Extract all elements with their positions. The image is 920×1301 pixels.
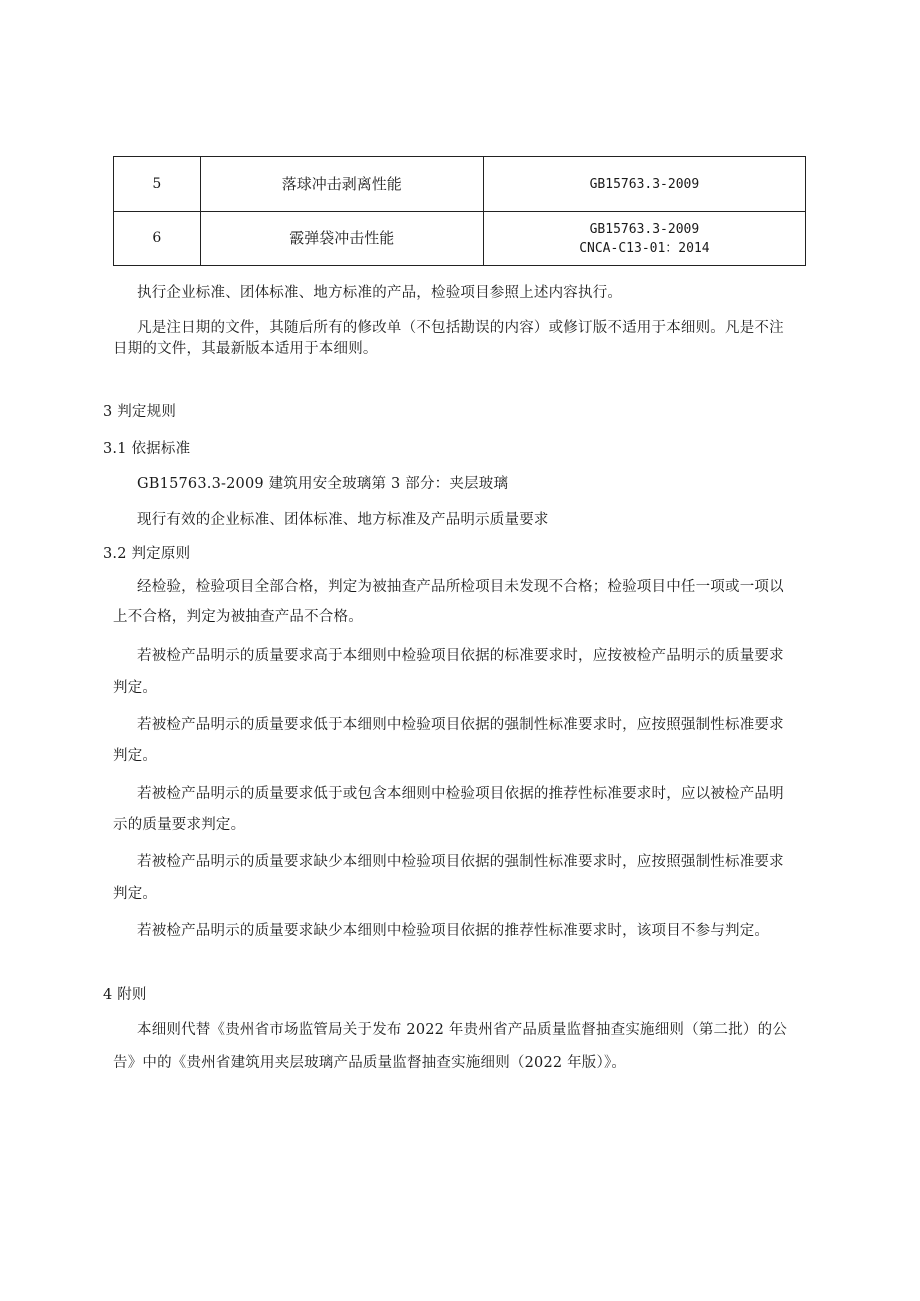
- basis-other: 现行有效的企业标准、团体标准、地方标准及产品明示质量要求: [137, 512, 549, 528]
- note-paragraph: 执行企业标准、团体标准、地方标准的产品，检验项目参照上述内容执行。: [137, 285, 623, 301]
- rule-paragraph-cont: 判定。: [113, 748, 158, 764]
- rule-paragraph: 若被检产品明示的质量要求缺少本细则中检验项目依据的强制性标准要求时，应按照强制性标准要求: [137, 854, 784, 870]
- rule-paragraph: 若被检产品明示的质量要求高于本细则中检验项目依据的标准要求时，应按被检产品明示的质量要求: [137, 648, 784, 664]
- rule-paragraph: 若被检产品明示的质量要求低于本细则中检验项目依据的强制性标准要求时，应按照强制性标准要求: [137, 717, 784, 733]
- inspection-items-table: [113, 156, 806, 266]
- inspection-item: 霰弹袋冲击性能: [200, 212, 483, 266]
- rule-paragraph-cont: 判定。: [113, 680, 158, 696]
- standard-ref: GB15763.3-2009: [589, 221, 700, 237]
- rule-paragraph-cont: 判定。: [113, 886, 158, 902]
- subsection-heading: 3.2 判定原则: [103, 546, 191, 562]
- note-paragraph: 凡是注日期的文件，其随后所有的修改单（不包括勘误的内容）或修订版不适用于本细则。凡是不注: [137, 320, 784, 336]
- rule-paragraph-cont: 上不合格，判定为被抽查产品不合格。: [113, 609, 363, 625]
- appendix-paragraph-cont: 告》中的《贵州省建筑用夹层玻璃产品质量监督抽查实施细则（2022 年版）》。: [113, 1055, 627, 1071]
- appendix-paragraph: 本细则代替《贵州省市场监管局关于发布 2022 年贵州省产品质量监督抽查实施细则（第二批）的公: [137, 1022, 788, 1038]
- row-number: 6: [114, 212, 201, 266]
- rule-paragraph: 若被检产品明示的质量要求低于或包含本细则中检验项目依据的推荐性标准要求时，应以被检产品明: [137, 786, 784, 802]
- row-number: 5: [114, 157, 201, 212]
- standard-cell: [483, 157, 805, 212]
- standard-cell: [483, 212, 805, 266]
- rule-paragraph: 若被检产品明示的质量要求缺少本细则中检验项目依据的推荐性标准要求时，该项目不参与判定。: [137, 923, 770, 939]
- inspection-item: 落球冲击剥离性能: [200, 157, 483, 212]
- standard-ref: GB15763.3-2009: [589, 176, 700, 192]
- rule-paragraph-cont: 示的质量要求判定。: [113, 817, 246, 833]
- rule-paragraph: 经检验，检验项目全部合格，判定为被抽查产品所检项目未发现不合格；检验项目中任一项或一项以: [137, 579, 784, 595]
- table-row: [114, 212, 806, 266]
- section-heading: 3 判定规则: [103, 404, 177, 420]
- basis-standard: GB15763.3-2009 建筑用安全玻璃第 3 部分：夹层玻璃: [137, 476, 509, 492]
- standard-ref: CNCA-C13-01：2014: [579, 240, 710, 256]
- section-heading: 4 附则: [103, 987, 147, 1003]
- table-row: [114, 157, 806, 212]
- subsection-heading: 3.1 依据标准: [103, 441, 191, 457]
- note-paragraph-cont: 日期的文件，其最新版本适用于本细则。: [113, 341, 378, 357]
